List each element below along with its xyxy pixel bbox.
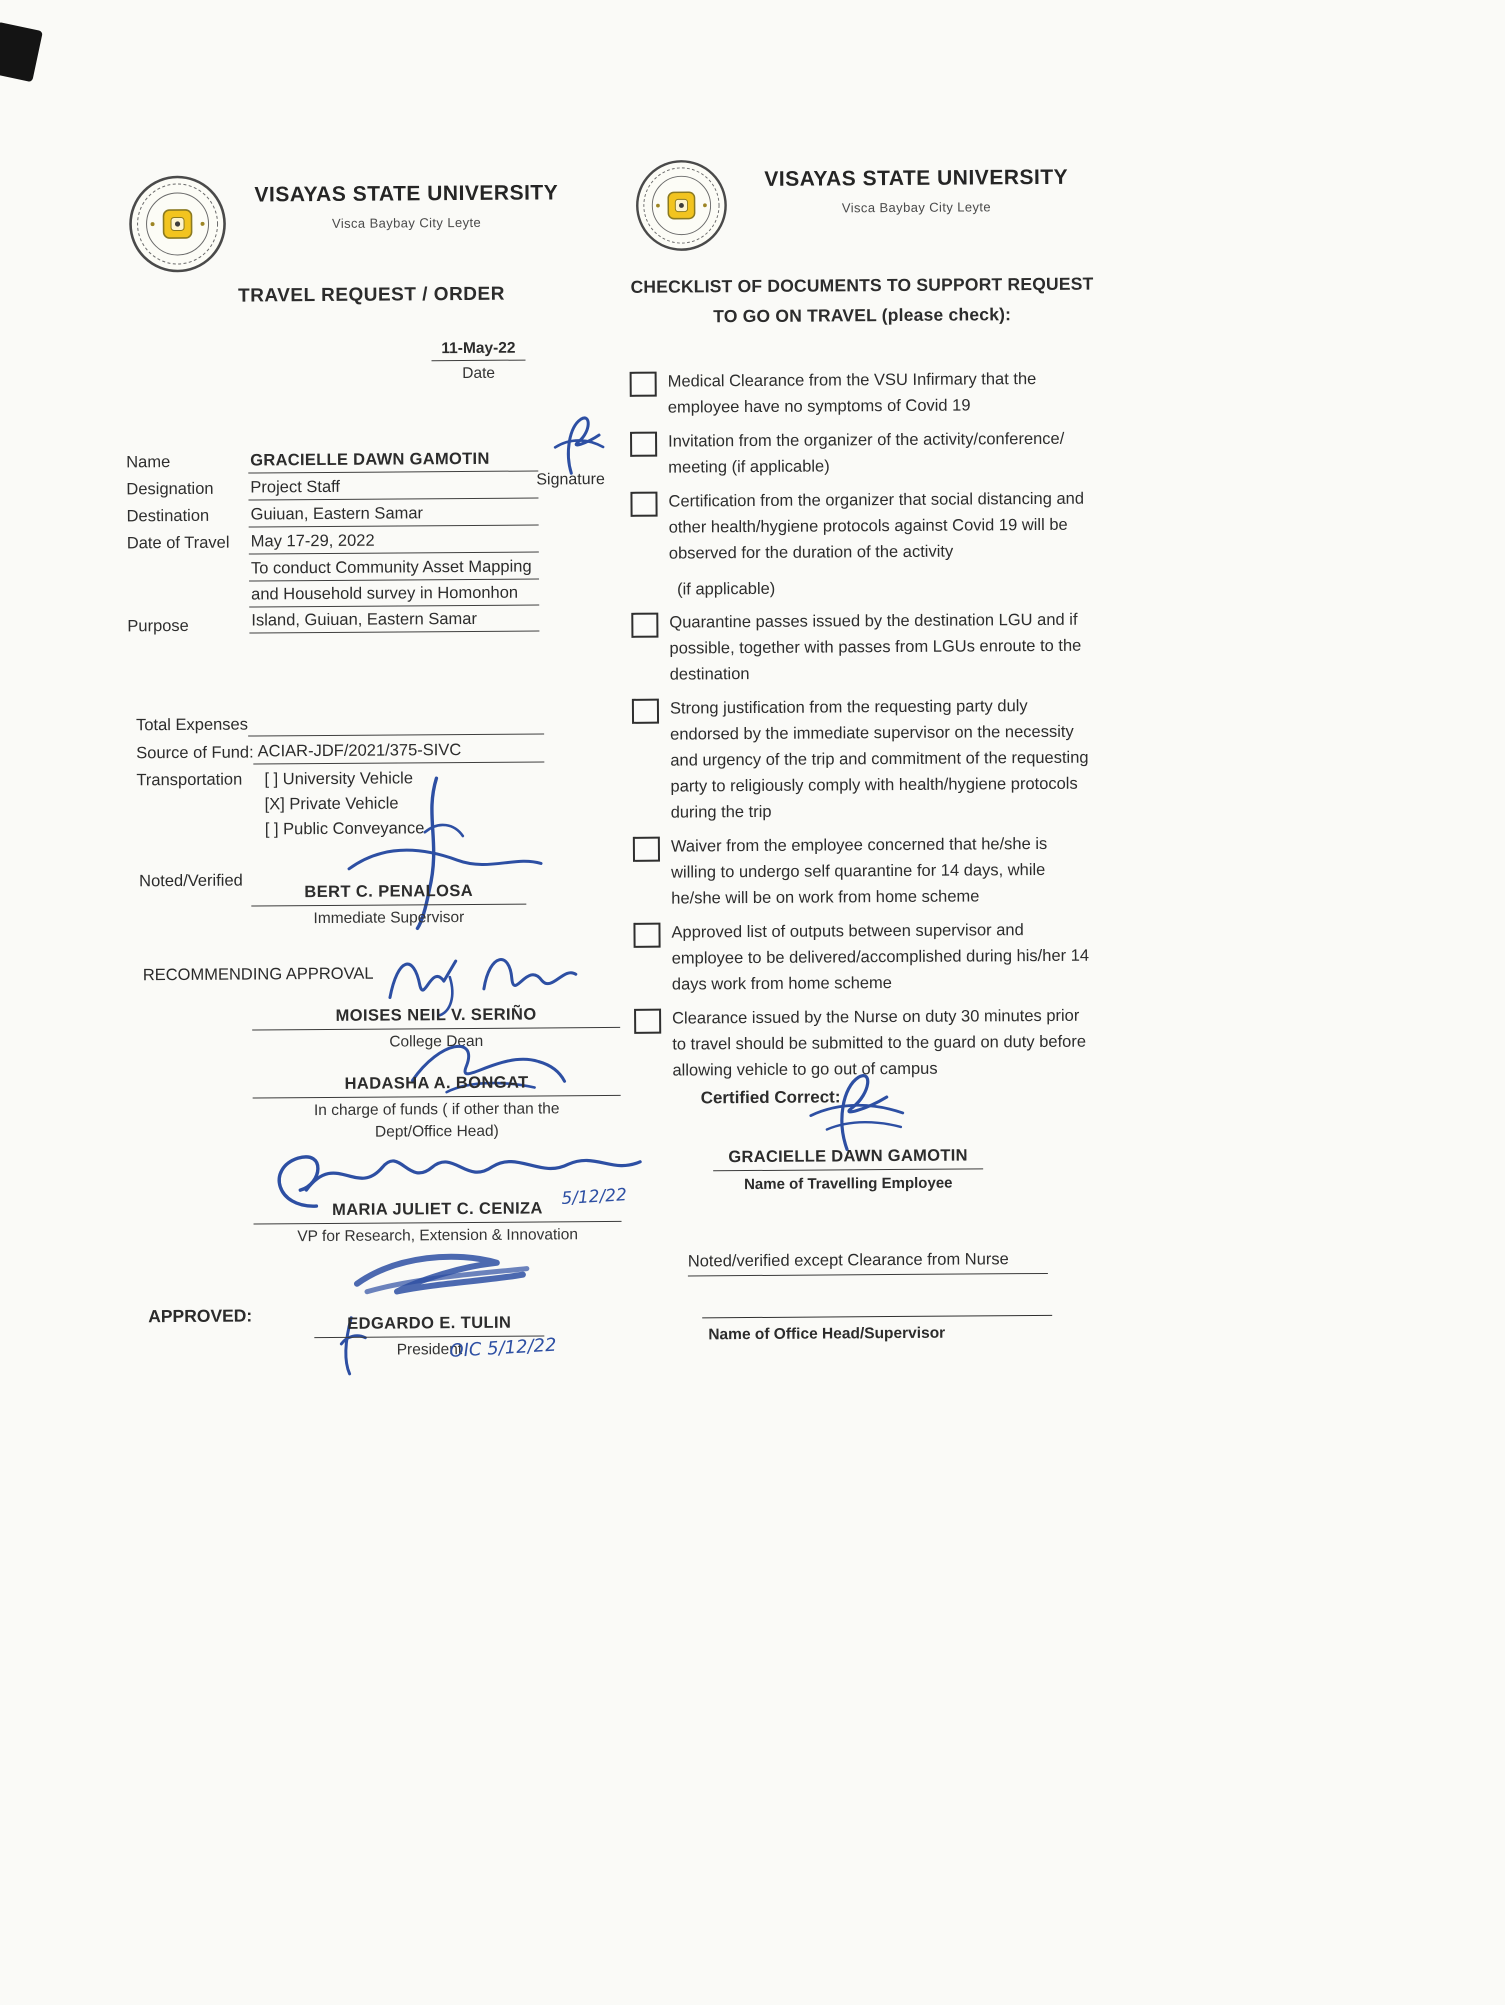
noted-verified-label: Noted/Verified xyxy=(139,871,243,891)
vp-sign-block xyxy=(253,1199,621,1247)
field-destination xyxy=(127,503,539,528)
checklist xyxy=(630,366,1097,1092)
total-expenses-label: Total Expenses xyxy=(135,715,249,735)
checklist-text: Waiver from the employee concerned that he/she is willing to undergo self quarantine for 14 days, while he/she will be on work from home scheme xyxy=(670,834,1048,908)
signature-label: Signature xyxy=(536,471,605,489)
vsu-seal-icon xyxy=(127,174,228,275)
university-address-right: Visca Baybay City Leyte xyxy=(841,199,992,216)
transport-option-private: [X] Private Vehicle xyxy=(264,794,399,814)
vp-date-note: 5/12/22 xyxy=(560,1185,628,1210)
total-expenses-value xyxy=(248,714,544,736)
vp-title: VP for Research, Extension & Innovation xyxy=(297,1226,578,1246)
travel-date-label: Date of Travel xyxy=(126,533,230,553)
checklist-item-nurse-clearance xyxy=(634,1003,1097,1084)
dean-title: College Dean xyxy=(389,1032,484,1051)
field-travel-date xyxy=(127,530,539,555)
signature-serino xyxy=(379,926,580,1017)
designation-value: Project Staff xyxy=(248,476,538,500)
checkbox-quarantine[interactable] xyxy=(631,613,658,638)
name-value: GRACIELLE DAWN GAMOTIN xyxy=(248,449,538,473)
date-label: Date xyxy=(462,364,496,383)
field-purpose xyxy=(127,557,540,638)
checkbox-invitation[interactable] xyxy=(630,432,657,457)
checklist-text: Quarantine passes issued by the destination LGU and if possible, together with passes from LGUs enroute to the destination xyxy=(669,610,1082,684)
expenses-section xyxy=(136,713,545,846)
if-applicable-note: (if applicable) xyxy=(677,579,776,599)
president-name: EDGARDO E. TULIN xyxy=(314,1313,544,1338)
transportation-row xyxy=(136,768,544,840)
source-of-fund-value: ACIAR-JDF/2021/375-SIVC xyxy=(254,740,545,764)
checklist-text: Strong justification from the requesting party duly endorsed by the immediate supervisor on the necessity and urgency of the trip and commitment of the requesting party to religiously comply with health/hygiene protocols during the trip xyxy=(669,697,1089,822)
dean-sign-block xyxy=(252,1005,620,1053)
transportation-label: Transportation xyxy=(136,770,243,790)
field-name xyxy=(126,449,538,474)
checklist-text: Clearance issued by the Nurse on duty 30 minutes prior to travel should be submitted to the guard on duty before allowing vehicle to go out of campus xyxy=(672,1006,1087,1080)
noted-verified-exception: Noted/verified except Clearance from Nurse xyxy=(688,1250,1048,1277)
purpose-line-1: To conduct Community Asset Mapping xyxy=(249,557,539,581)
checklist-text: Medical Clearance from the VSU Infirmary that the employee have no symptoms of Covid 19 xyxy=(667,370,1037,417)
president-title: President xyxy=(396,1341,463,1359)
travelling-employee-name: GRACIELLE DAWN GAMOTIN xyxy=(713,1146,983,1171)
president-oic-note: OIC 5/12/22 xyxy=(448,1334,558,1362)
checklist-text: Certification from the organizer that social distancing and other health/hygiene protocols against Covid 19 will be observed for the duration of the activity xyxy=(668,489,1085,563)
date-block xyxy=(413,339,543,383)
approved-label: APPROVED: xyxy=(148,1305,253,1327)
travelling-employee-block xyxy=(713,1146,983,1193)
checkbox-justification[interactable] xyxy=(632,699,659,724)
purpose-value xyxy=(249,557,540,637)
purpose-line-2: and Household survey in Homonhon xyxy=(249,583,539,607)
checklist-item-certification xyxy=(630,486,1093,567)
date-value: 11-May-22 xyxy=(431,340,525,362)
checkbox-certification[interactable] xyxy=(630,492,657,517)
travel-date-value: May 17-29, 2022 xyxy=(249,530,539,554)
source-of-fund-row xyxy=(136,740,544,765)
office-head-label: Name of Office Head/Supervisor xyxy=(708,1324,946,1344)
university-name-right: VISAYAS STATE UNIVERSITY xyxy=(764,165,1069,191)
checklist-title-line2: TO GO ON TRAVEL (please check): xyxy=(713,303,1012,327)
purpose-label: Purpose xyxy=(127,616,189,636)
destination-value: Guiuan, Eastern Samar xyxy=(249,503,539,527)
field-designation xyxy=(126,476,538,501)
vp-name: MARIA JULIET C. CENIZA xyxy=(253,1199,621,1225)
funds-officer-name: HADASHA A. BONGAT xyxy=(252,1073,620,1099)
designation-label: Designation xyxy=(126,479,214,499)
right-header xyxy=(746,166,1086,216)
checklist-text: Invitation from the organizer of the activity/conference/ meeting (if applicable) xyxy=(668,429,1065,477)
checklist-title xyxy=(627,270,1097,333)
certified-correct-label: Certified Correct: xyxy=(700,1087,841,1108)
checklist-item-invitation xyxy=(630,426,1092,481)
funds-sign-block xyxy=(252,1073,620,1143)
funds-officer-title-2: Dept/Office Head) xyxy=(374,1122,499,1141)
university-address: Visca Baybay City Leyte xyxy=(331,214,482,231)
transport-option-university: [ ] University Vehicle xyxy=(264,769,414,789)
checklist-item-medical xyxy=(630,366,1092,421)
checklist-item-outputs xyxy=(633,917,1096,998)
dean-name: MOISES NEIL V. SERIÑO xyxy=(252,1005,620,1031)
checklist-text: Approved list of outputs between supervisor and employee to be delivered/accomplished during his/her 14 days work from home scheme xyxy=(671,921,1090,994)
supervisor-name: BERT C. PENALOSA xyxy=(251,882,526,907)
name-label: Name xyxy=(126,453,171,472)
supervisor-title: Immediate Supervisor xyxy=(313,909,465,928)
signature-gamotin-initials xyxy=(541,413,611,479)
travelling-employee-title: Name of Travelling Employee xyxy=(744,1174,953,1194)
checklist-item-quarantine xyxy=(631,607,1094,688)
funds-officer-title-1: In charge of funds ( if other than the xyxy=(313,1100,560,1120)
checklist-item-justification xyxy=(632,693,1095,826)
checkbox-outputs[interactable] xyxy=(633,923,660,948)
supervisor-sign-block xyxy=(251,882,526,929)
form-title: TRAVEL REQUEST / ORDER xyxy=(237,283,505,307)
checkbox-waiver[interactable] xyxy=(633,837,660,862)
purpose-line-3: Island, Guiuan, Eastern Samar xyxy=(249,609,539,633)
request-fields xyxy=(126,449,539,643)
checklist-item-waiver xyxy=(633,831,1096,912)
office-head-signature-line xyxy=(702,1294,1052,1318)
vsu-seal-icon-right xyxy=(634,158,729,253)
checkbox-medical[interactable] xyxy=(630,372,657,397)
transport-option-public: [ ] Public Conveyance xyxy=(264,819,425,839)
destination-label: Destination xyxy=(126,506,210,526)
total-expenses-row xyxy=(136,713,544,737)
source-of-fund-label: Source of Fund: xyxy=(136,743,254,763)
checklist-title-line1: CHECKLIST OF DOCUMENTS TO SUPPORT REQUEST xyxy=(630,273,1094,297)
checkbox-nurse-clearance[interactable] xyxy=(634,1009,661,1034)
left-header xyxy=(236,181,576,231)
recommending-approval-label: RECOMMENDING APPROVAL xyxy=(142,964,374,985)
university-name: VISAYAS STATE UNIVERSITY xyxy=(254,181,559,207)
